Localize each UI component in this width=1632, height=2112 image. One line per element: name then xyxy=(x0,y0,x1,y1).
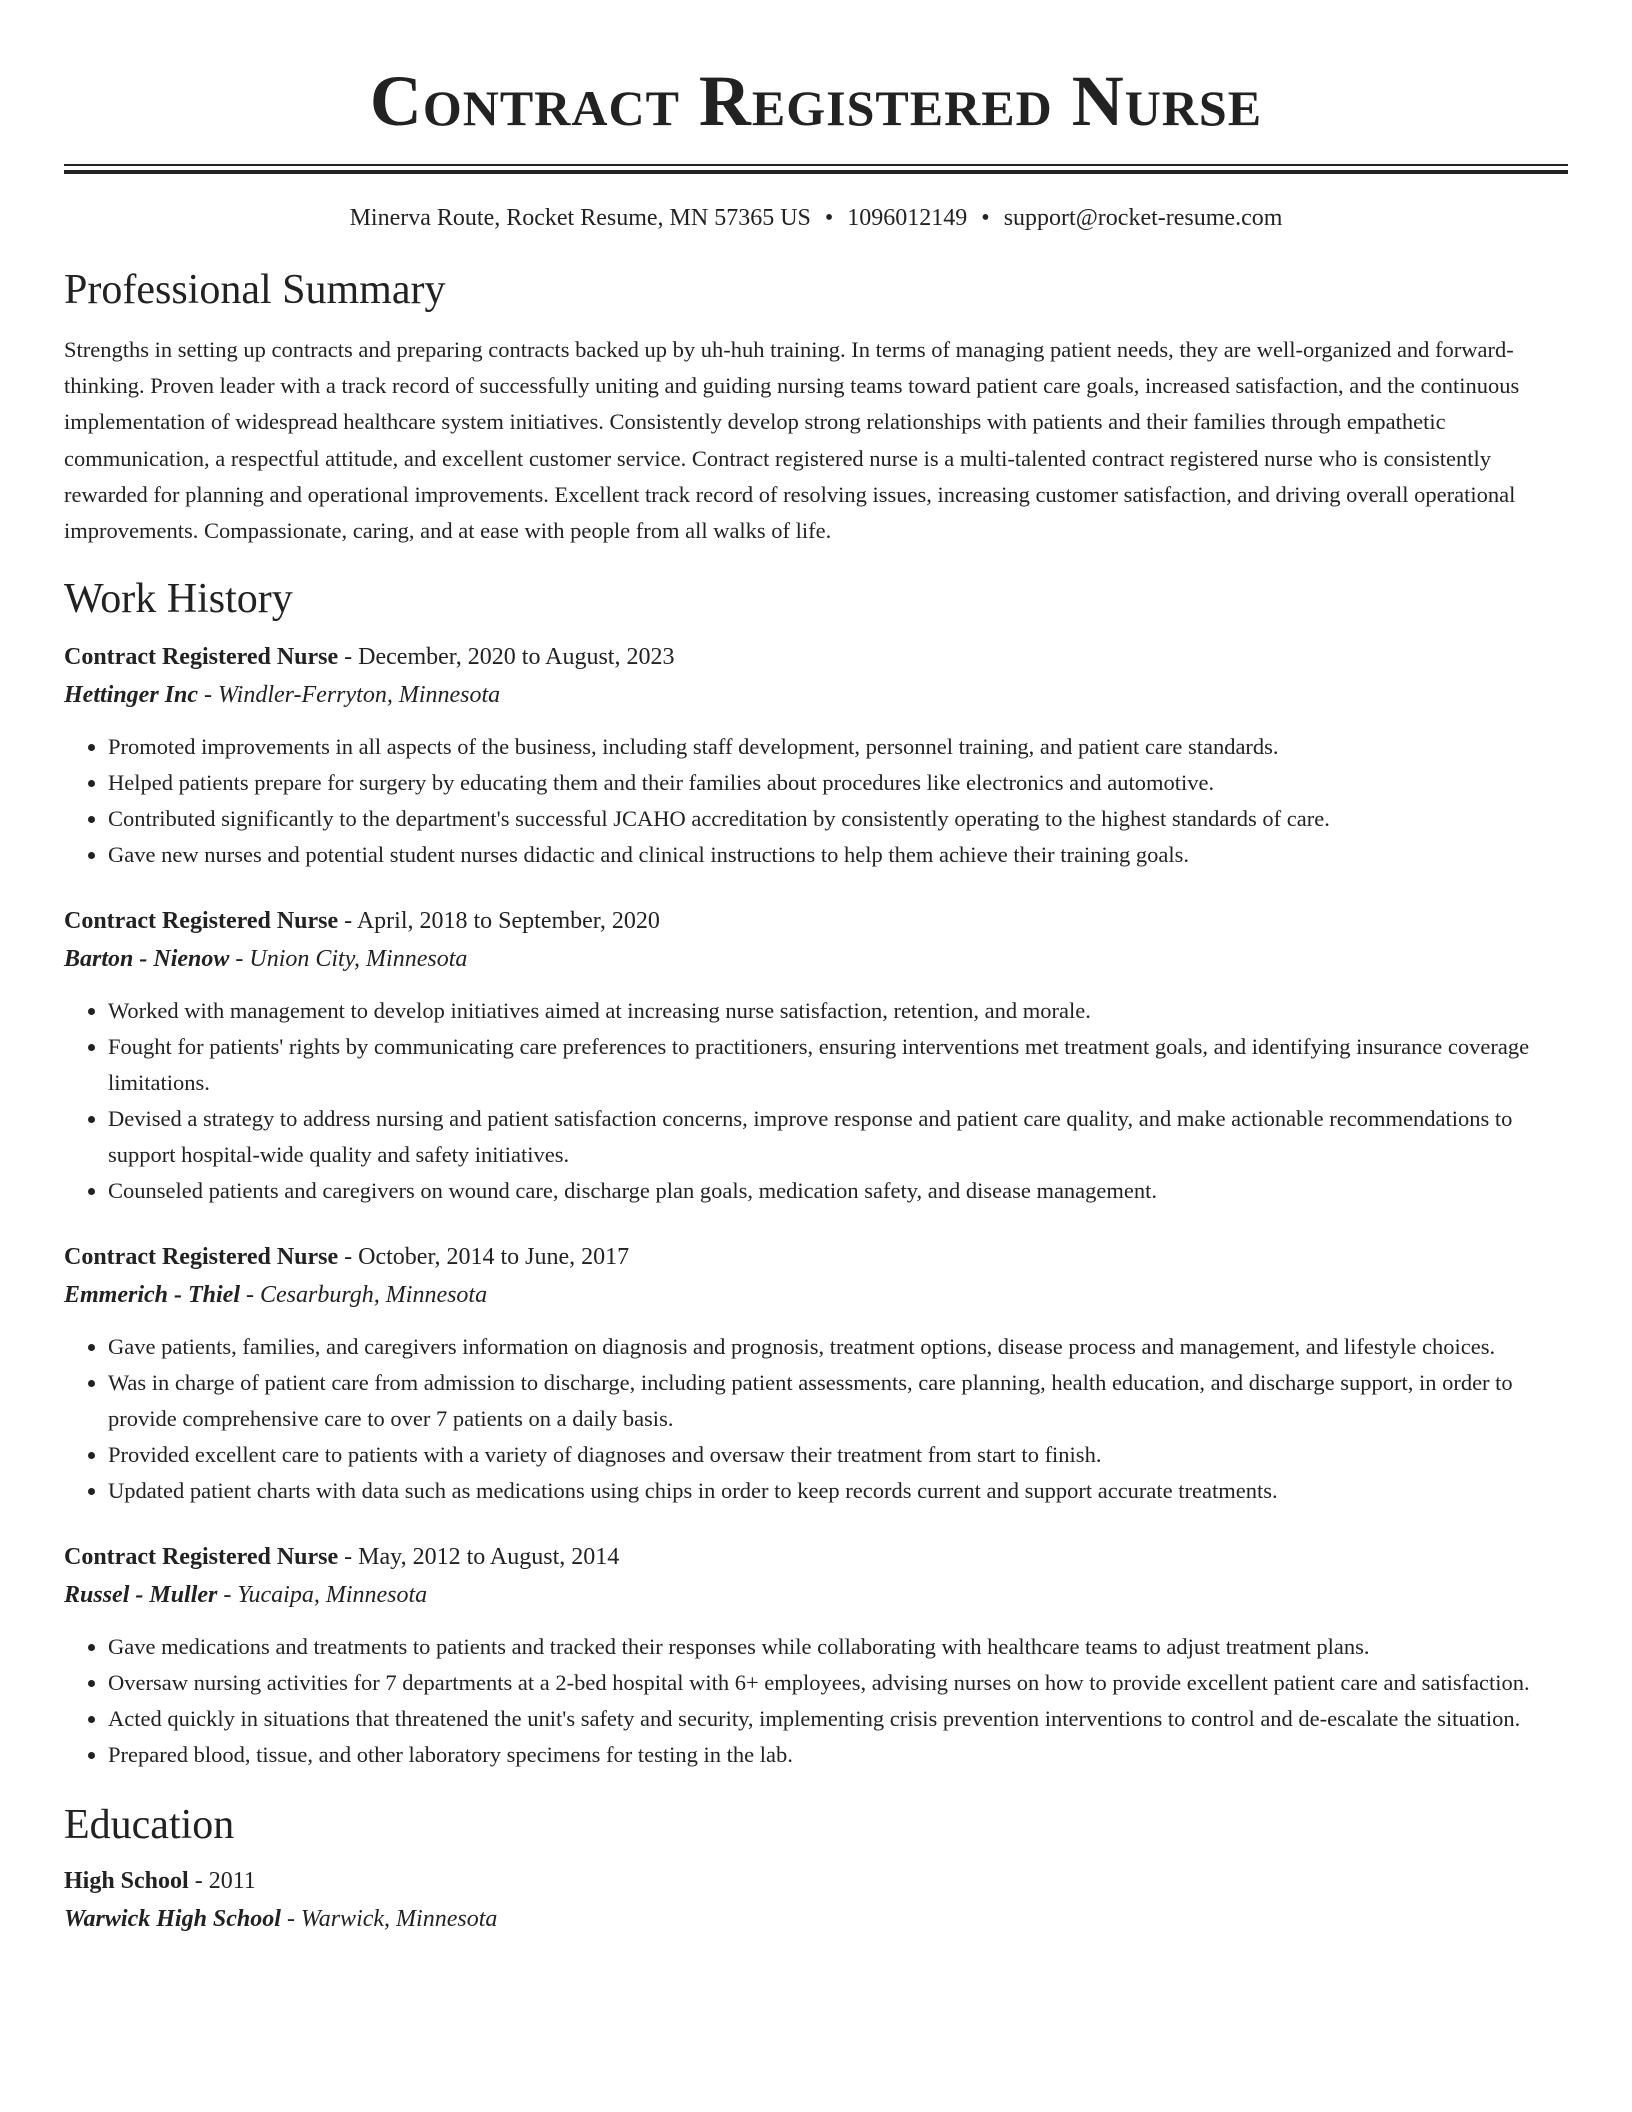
company-location: - Yucaipa, Minnesota xyxy=(217,1582,428,1609)
summary-heading: Professional Summary xyxy=(64,267,446,313)
duty-item: • Counseled patients and caregivers on wound care, discharge plan goals, medication safety, and disease management. xyxy=(108,1173,1568,1209)
job-entry xyxy=(64,641,1568,873)
company-name: Russel - Muller xyxy=(64,1582,218,1609)
job-dates: - October, 2014 to June, 2017 xyxy=(338,1244,630,1271)
company-line xyxy=(64,1279,1568,1311)
duty-list xyxy=(64,1629,1568,1773)
contact-line xyxy=(64,202,1568,234)
job-title: Contract Registered Nurse xyxy=(64,644,339,671)
education-degree: High School xyxy=(64,1868,189,1895)
resume-page xyxy=(64,0,1568,1935)
company-location: - Union City, Minnesota xyxy=(229,946,468,973)
duty-item: • Updated patient charts with data such as medications using chips in order to keep records current and support accurate treatments. xyxy=(108,1473,1568,1509)
company-name: Emmerich - Thiel xyxy=(64,1282,240,1309)
duty-item: • Acted quickly in situations that threatened the unit's safety and security, implementing crisis prevention interventions to control and de-escalate the situation. xyxy=(108,1701,1568,1737)
duty-item: • Helped patients prepare for surgery by educating them and their families about procedures like electronics and automotive. xyxy=(108,765,1568,801)
duty-item: • Oversaw nursing activities for 7 departments at a 2-bed hospital with 6+ employees, advising nurses on how to provide excellent patient care and satisfaction. xyxy=(108,1665,1568,1701)
duty-item: • Contributed significantly to the department's successful JCAHO accreditation by consistently operating to the highest standards of care. xyxy=(108,801,1568,837)
duty-item: • Gave medications and treatments to patients and tracked their responses while collaborating with healthcare teams to adjust treatment plans. xyxy=(108,1629,1568,1665)
education-school: Warwick High School xyxy=(64,1906,281,1933)
contact-address: Minerva Route, Rocket Resume, MN 57365 US xyxy=(349,205,811,231)
duty-item: • Fought for patients' rights by communicating care preferences to practitioners, ensuring interventions met treatment goals, and identifying insurance coverage limitations. xyxy=(108,1029,1568,1101)
contact-email: support@rocket-resume.com xyxy=(1003,205,1283,231)
job-title-line xyxy=(64,641,1568,673)
job-title-line xyxy=(64,1241,1568,1273)
duty-item: • Gave patients, families, and caregivers information on diagnosis and prognosis, treatment options, disease process and management, and lifestyle choices. xyxy=(108,1329,1568,1365)
job-dates: - May, 2012 to August, 2014 xyxy=(338,1544,620,1571)
work-history-heading: Work History xyxy=(64,576,293,623)
company-location: - Windler-Ferryton, Minnesota xyxy=(198,682,501,709)
job-title: Contract Registered Nurse xyxy=(64,908,339,935)
duty-list xyxy=(64,729,1568,873)
job-title: Contract Registered Nurse xyxy=(64,1544,339,1571)
company-name: Barton - Nienow xyxy=(64,946,230,973)
company-line xyxy=(64,679,1568,711)
duty-item: • Was in charge of patient care from admission to discharge, including patient assessments, care planning, health education, and discharge support, in order to provide comprehensive care to over 7 patients on a daily basis. xyxy=(108,1365,1568,1437)
job-entry xyxy=(64,1241,1568,1509)
company-line xyxy=(64,1579,1568,1611)
contact-separator: • xyxy=(824,205,834,231)
duty-item: • Gave new nurses and potential student nurses didactic and clinical instructions to help them achieve their training goals. xyxy=(108,837,1568,873)
job-title-line xyxy=(64,905,1568,937)
job-dates: - April, 2018 to September, 2020 xyxy=(338,908,660,935)
duty-item: • Promoted improvements in all aspects of the business, including staff development, personnel training, and patient care standards. xyxy=(108,729,1568,765)
duty-item: • Prepared blood, tissue, and other laboratory specimens for testing in the lab. xyxy=(108,1737,1568,1773)
duty-item: • Worked with management to develop initiatives aimed at increasing nurse satisfaction, retention, and morale. xyxy=(108,993,1568,1029)
contact-separator: • xyxy=(981,205,990,231)
education-degree-line xyxy=(64,1865,1568,1897)
company-location: - Cesarburgh, Minnesota xyxy=(240,1282,488,1309)
education-location: - Warwick, Minnesota xyxy=(280,1906,498,1933)
job-title-line xyxy=(64,1541,1568,1573)
duty-list xyxy=(64,1329,1568,1509)
job-title: Contract Registered Nurse xyxy=(64,1244,339,1271)
education-heading: Education xyxy=(64,1802,235,1849)
resume-title: Contract Registered Nurse xyxy=(369,61,1263,141)
job-entry xyxy=(64,1541,1568,1773)
summary-text: Strengths in setting up contracts and preparing contracts backed up by uh-huh training. In terms of managing patient needs, they are well-organized and forward-thinking. Proven leader with a track record of successfully uniting and guiding nursing teams toward patient care goals, increased satisfaction, and the continuous implementation of widespread healthcare system initiatives. Consistently develop strong relationships with patients and their families through empathetic communication, a respectful attitude, and excellent customer service. Contract registered nurse is a multi-talented contract registered nurse who is consistently rewarded for planning and operational improvements. Excellent track record of resolving issues, increasing customer satisfaction, and driving overall operational improvements. Compassionate, caring, and at ease with people from all walks of life. xyxy=(64,337,1520,544)
job-entry xyxy=(64,905,1568,1209)
education-year: - 2011 xyxy=(188,1868,256,1895)
company-line xyxy=(64,943,1568,975)
contact-phone: 1096012149 xyxy=(847,205,968,231)
title-divider xyxy=(64,164,1568,174)
company-name: Hettinger Inc xyxy=(64,682,199,709)
duty-item: • Provided excellent care to patients with a variety of diagnoses and oversaw their treatment from start to finish. xyxy=(108,1437,1568,1473)
job-dates: - December, 2020 to August, 2023 xyxy=(338,644,675,671)
duty-list xyxy=(64,993,1568,1209)
education-school-line xyxy=(64,1903,1568,1935)
duty-item: • Devised a strategy to address nursing and patient satisfaction concerns, improve response and patient care quality, and make actionable recommendations to support hospital-wide quality and safety initiatives. xyxy=(108,1101,1568,1173)
